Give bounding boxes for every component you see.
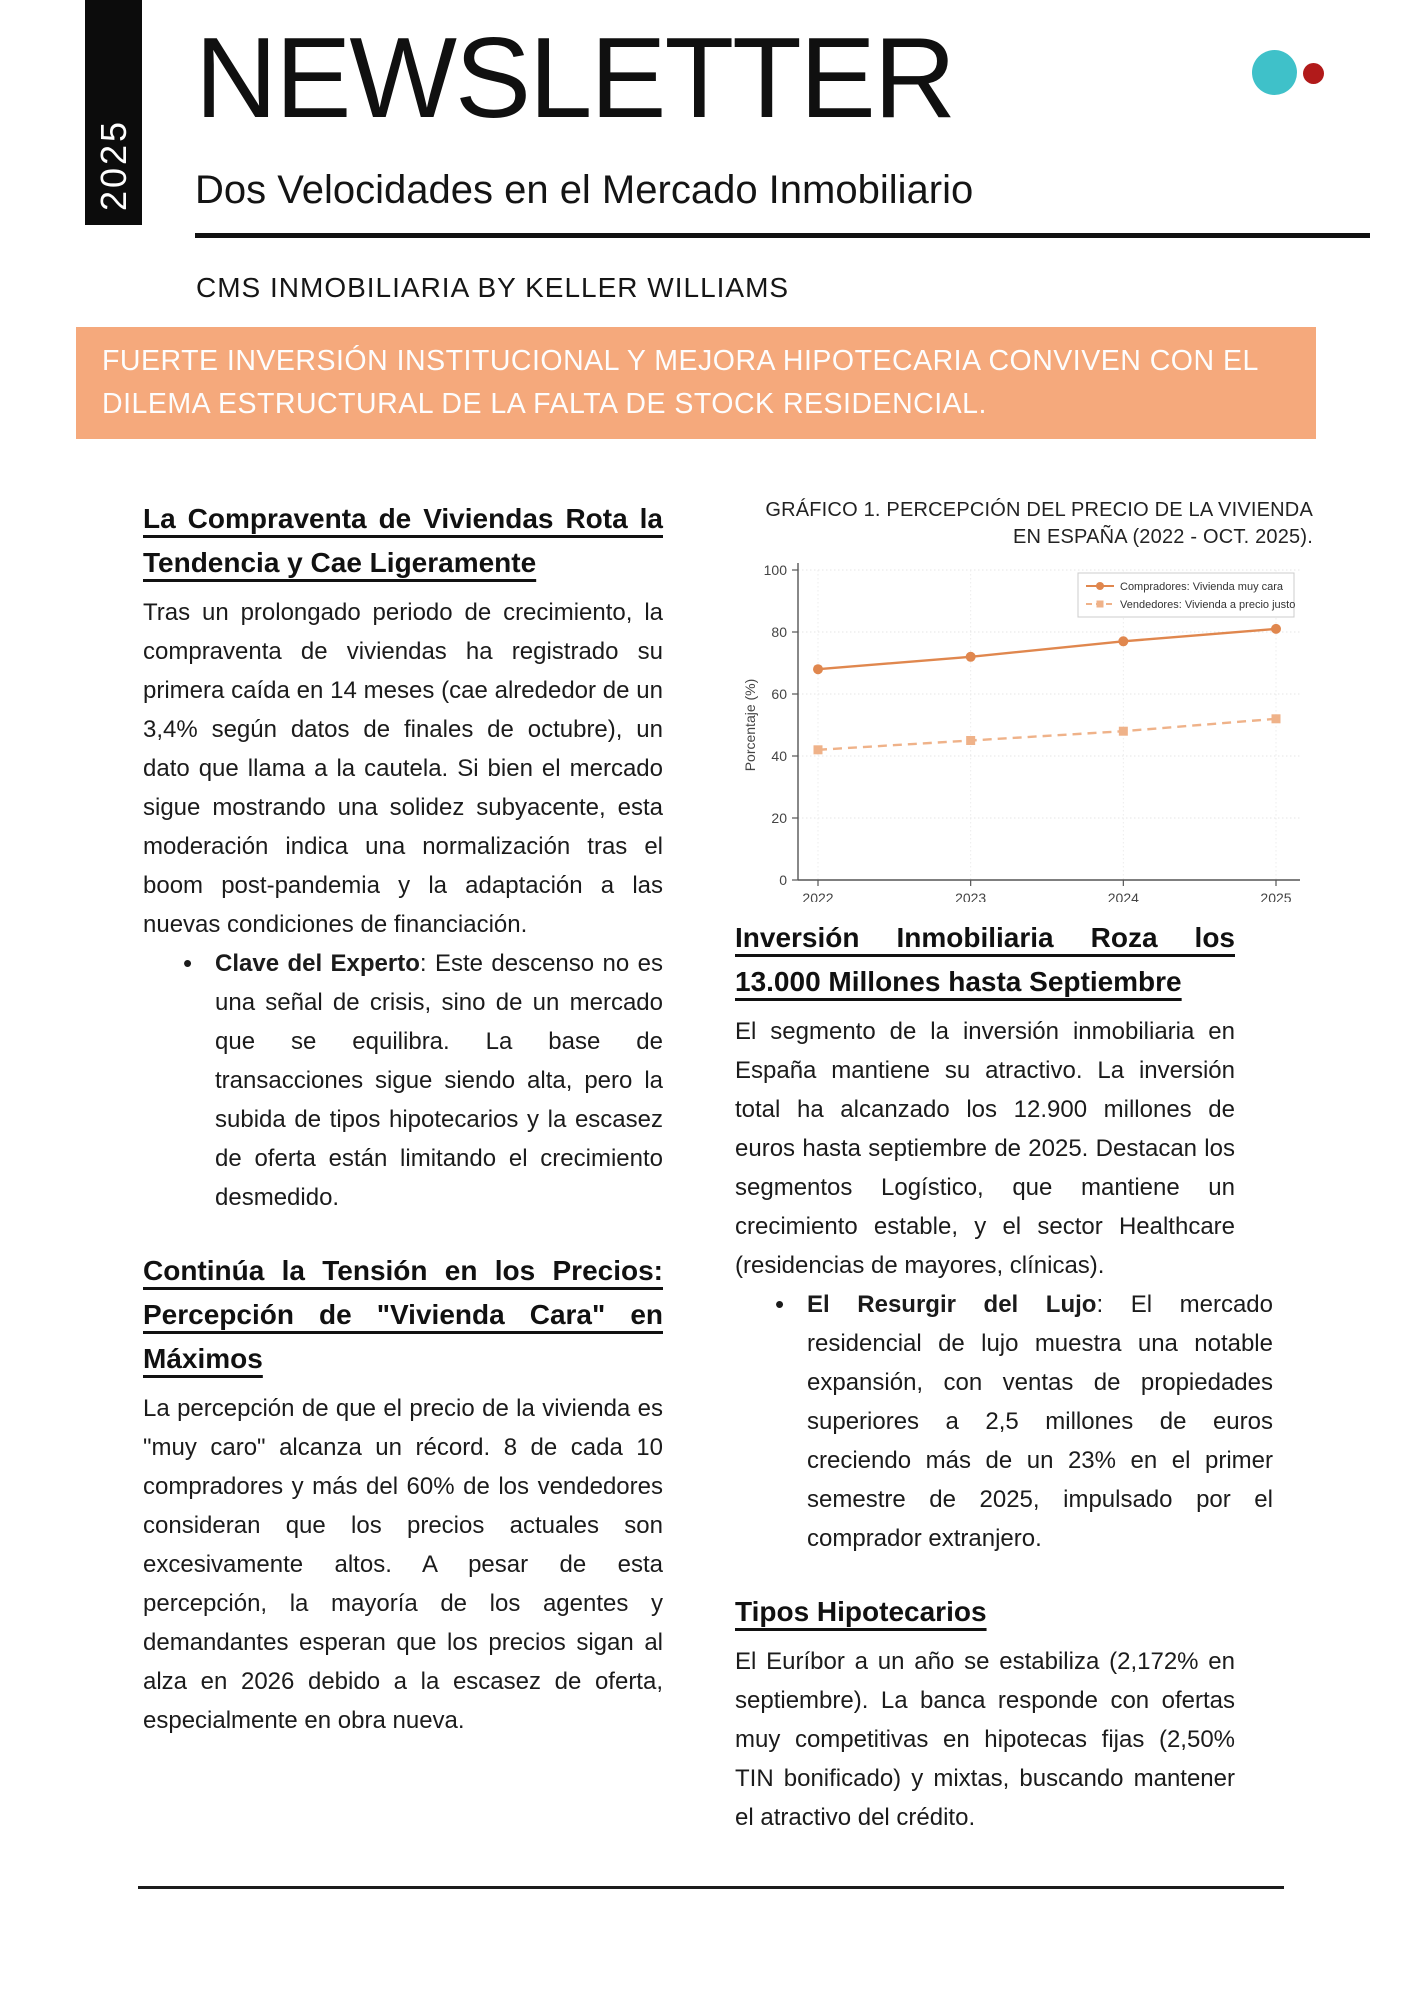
svg-text:2023: 2023 bbox=[955, 890, 987, 902]
bullet-text: : El mercado residencial de lujo muestra una notable expansión, con ventas de propiedades superiores a 2,5 millones de euros creciendo más de un 23% en el primer semestre de 2025, impulsado por el comprador extranjero. bbox=[807, 1291, 1274, 1552]
luxury-note-list bbox=[735, 1285, 1273, 1558]
red-circle-icon bbox=[1303, 63, 1324, 84]
title-rule bbox=[195, 233, 1370, 238]
body-paragraph-tipos: El Euríbor a un año se estabiliza (2,172% en septiembre). La banca responde con ofertas muy competitivas en hipotecas fijas (2,50% TIN bonificado) y mixtas, buscando mantener el atractivo del crédito. bbox=[735, 1648, 1235, 1831]
luxury-note-item bbox=[773, 1285, 1273, 1558]
svg-text:80: 80 bbox=[771, 624, 787, 640]
left-column bbox=[143, 497, 663, 1740]
svg-text:Porcentaje (%): Porcentaje (%) bbox=[742, 678, 758, 772]
bullet-title: Clave del Experto bbox=[215, 950, 420, 977]
svg-text:100: 100 bbox=[763, 562, 787, 578]
section-heading-inversion: Inversión Inmobiliaria Roza los 13.000 Millones hasta Septiembre bbox=[735, 922, 1235, 997]
body-paragraph-precios: La percepción de que el precio de la vivienda es "muy caro" alcanza un récord. 8 de cada 10 compradores y más del 60% de los vendedores consideran que los precios actuales son excesivamente altos. A pesar de esta percepción, la mayoría de los agentes y demandantes esperan que los precios sigan al alza en 2026 debido a la escasez de oferta, especialmente en obra nueva. bbox=[143, 1395, 663, 1734]
svg-text:20: 20 bbox=[771, 810, 787, 826]
svg-text:Compradores: Vivienda muy cara: Compradores: Vivienda muy cara bbox=[1120, 581, 1284, 593]
chart-caption: GRÁFICO 1. PERCEPCIÓN DEL PRECIO DE LA VIVIENDA EN ESPAÑA (2022 - OCT. 2025). bbox=[765, 499, 1313, 548]
page-subtitle: Dos Velocidades en el Mercado Inmobiliario bbox=[195, 168, 974, 212]
section-heading-compraventa: La Compraventa de Viviendas Rota la Tendencia y Cae Ligeramente bbox=[143, 503, 663, 578]
bullet-text: : Este descenso no es una señal de crisis, sino de un mercado que se equilibra. La base de transacciones sigue siendo alta, pero la subida de tipos hipotecarios y la escasez de oferta están limitando el crecimiento desmedido. bbox=[215, 950, 663, 1211]
svg-text:2022: 2022 bbox=[802, 890, 834, 902]
bottom-rule bbox=[138, 1886, 1284, 1889]
svg-text:60: 60 bbox=[771, 686, 787, 702]
year-badge: 2025 bbox=[92, 118, 134, 212]
svg-text:2024: 2024 bbox=[1107, 890, 1139, 902]
section-heading-precios: Continúa la Tensión en los Precios: Percepción de "Vivienda Cara" en Máximos bbox=[143, 1255, 663, 1374]
expert-note-item bbox=[181, 944, 663, 1217]
svg-text:0: 0 bbox=[779, 872, 787, 888]
svg-text:2025: 2025 bbox=[1260, 890, 1292, 902]
svg-text:40: 40 bbox=[771, 748, 787, 764]
right-column bbox=[735, 497, 1313, 1837]
section-heading-tipos: Tipos Hipotecarios bbox=[735, 1596, 987, 1627]
page-title: NEWSLETTER bbox=[195, 15, 955, 142]
perception-line-chart bbox=[735, 557, 1313, 902]
brand-line: CMS INMOBILIARIA BY KELLER WILLIAMS bbox=[196, 272, 790, 303]
svg-text:Vendedores: Vivienda a precio: Vendedores: Vivienda a precio justo bbox=[1120, 599, 1296, 611]
body-paragraph-compraventa: Tras un prolongado periodo de crecimiento, la compraventa de viviendas ha registrado su primera caída en 14 meses (cae alrededor de un 3,4% según datos de finales de octubre), un dato que llama a la cautela. Si bien el mercado sigue mostrando una solidez subyacente, esta moderación indica una normalización tras el boom post-pandemia y la adaptación a las nuevas condiciones de financiación. bbox=[143, 599, 663, 938]
teal-circle-icon bbox=[1252, 50, 1297, 95]
expert-note-list bbox=[143, 944, 663, 1217]
body-paragraph-inversion: El segmento de la inversión inmobiliaria en España mantiene su atractivo. La inversión total ha alcanzado los 12.900 millones de euros hasta septiembre de 2025. Destacan los segmentos Logístico, que mantiene un crecimiento estable, y el sector Healthcare (residencias de mayores, clínicas). bbox=[735, 1018, 1235, 1279]
bullet-title: El Resurgir del Lujo bbox=[807, 1291, 1097, 1318]
year-badge-bar bbox=[85, 0, 142, 225]
headline-banner: FUERTE INVERSIÓN INSTITUCIONAL Y MEJORA HIPOTECARIA CONVIVEN CON EL DILEMA ESTRUCTURAL DE LA FALTA DE STOCK RESIDENCIAL. bbox=[76, 327, 1316, 439]
